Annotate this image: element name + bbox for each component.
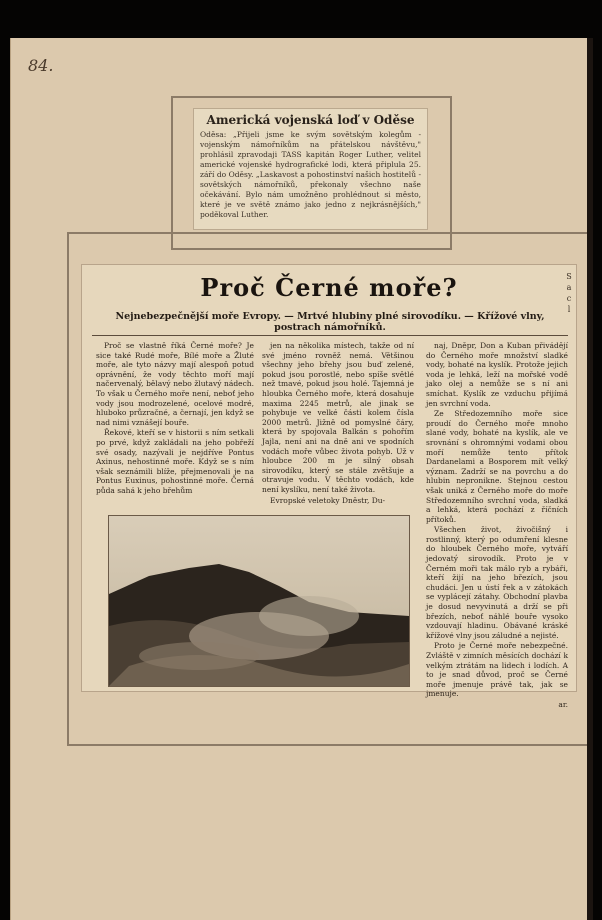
coastline-photo-image — [109, 516, 409, 686]
paragraph: Evropské veletoky Dněstr, Du- — [270, 495, 386, 505]
article-column-1 — [96, 341, 254, 497]
article-column-2 — [262, 341, 414, 506]
paragraph: Všechen život, živočišný i rostlinný, který po odumření klesne do hloubek Černého moře, vytváří jedovatý sirovodík. Proto je v Černém moři tak málo ryb a rybáři, kteří žijí na jeho březích, jsou chudáci. Jen u ústí řek a v zátokách se vyplácejí zátahy. Obchodní plavba je dosud nevyvinutá a drží se při březích, neboť náhlé bouře vysoko vzdouvají hladinu. Obávané kráské křížové vlny jsou záludné a nejisté. — [426, 525, 568, 640]
paragraph: Řekové, kteří se v historii s ním setkali po prvé, když zakládali na jeho pobřeží své osady, nazývali je nejdříve Pontus Axinus, nehostinné moře. Když se s ním však seznámili blíže, přejmenovali je na Pontus Euxinus, pohostinné moře. Černá půda sahá k jeho břehům — [96, 428, 254, 495]
vertical-letter: c — [566, 294, 572, 303]
vertical-letter: a — [566, 283, 572, 292]
vertical-letter: S — [566, 272, 572, 281]
author-signature: ar. — [558, 699, 568, 709]
top-clipping-title: Americká vojenská loď v Oděse — [206, 113, 415, 127]
top-clipping — [193, 108, 428, 230]
paragraph: Ze Středozemního moře sice proudí do Černého moře mnoho slané vody, bohaté na kyslík, ale ve srovnání s ohromnými vodami obou moří nemůže tento přítok Dardanelami a Bosporem mít velký význam. Zadrží se na povrchu a do hlubin nepronikne. Stejnou cestou však uniká z Černého moře do moře Středozemního svrchní voda, sladká a lehká, která pochází z říčních přítoků. — [426, 409, 568, 524]
paragraph: jen na několika místech, takže od ní své jméno rovněž nemá. Většinou všechny jeho břehy jsou buď zelené, pokud jsou porostlé, nebo spíše světlé než tmavé, pokud jsou holé. Tajemná je hloubka Černého moře, která dosahuje maxima 2245 metrů, ale jinak se pohybuje ve velké části kolem čísla 2000 metrů. Jižně od pomyslné čáry, která by spojovala Balkán s pohořím Jajla, není ani na dně ani ve spodních vodách moře vůbec života pohyb. Už v hloubce 200 m je silný obsah sirovodíku, který se stále zvětšuje a otravuje vodu. V těchto vodách, kde není kyslíku, není také života. — [262, 341, 414, 494]
article-clipping — [81, 264, 577, 709]
vertical-letter: l — [567, 305, 571, 314]
paragraph: naj, Dněpr, Don a Kuban přivádějí do Černého moře množství sladké vody, bohaté na kyslík. Protože jejich voda je lehká, leží na mořské vodě jako olej a nemůže se s ní ani smíchat. Kyslík ze vzduchu přijímá jen svrchní voda. — [426, 341, 568, 408]
paragraph: Proč se vlastně říká Černé moře? Je sice také Rudé moře, Bílé moře a Žluté moře, ale tyto názvy mají alespoň potud oprávnění, že vody těchto moří mají načervenalý, bělavý nebo žlutavý nádech. To však u Černého moře není, neboť jeho vody jsou modrozelené, ocelové modré, hluboko průzračné, a černají, jen když se nad nimi vznášejí bouře. — [96, 341, 254, 427]
article-column-3 — [426, 341, 568, 711]
top-clipping-text: Oděsa: „Přijeli jsme ke svým sovětským kolegům - vojenským námořníkům na přátelskou návštěvu," prohlásil zpravodaji TASS kapitán Roger Luther, velitel americké vojenské hydrografické lodi, která připlula 25. září do Oděsy. „Laskavost a pohostinství našich hostitelů - sovětských námořníků, překonaly všechno naše očekávání. Bylo nám umožněno prohlédnout si město, které je ve světě známo jako jedno z nejkrásnějších," poděkoval Luther. — [200, 130, 421, 219]
divider — [92, 335, 568, 336]
top-clipping-frame — [171, 96, 452, 250]
article-headline: Proč Černé moře? — [200, 273, 458, 302]
main-clipping-frame — [67, 232, 591, 746]
binding-edge — [587, 38, 593, 920]
album-page — [10, 38, 593, 920]
page-number: 84. — [28, 56, 54, 75]
coastline-photo — [108, 515, 410, 687]
paragraph: Proto je Černé moře nebezpečné. Zvláště v zimních měsících dochází k velkým ztrátám na lidech i lodích. A to je snad důvod, proč se Černé moře jmenuje právě tak, jak se jmenuje. — [426, 641, 568, 699]
vertical-label — [564, 271, 574, 315]
article-subheadline: Nejnebezpečnější moře Evropy. — Mrtvé hlubiny plné sirovodíku. — Křížové vlny, postrach námořníků. — [115, 311, 545, 333]
